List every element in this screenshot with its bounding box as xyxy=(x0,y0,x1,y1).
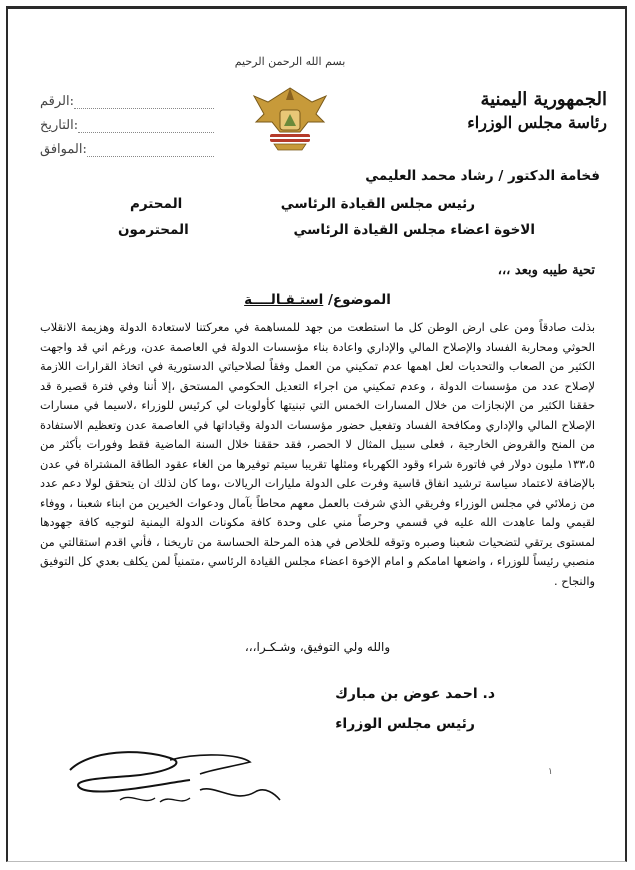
republic-name: الجمهورية اليمنية xyxy=(480,89,607,110)
ref-date-label: التاريخ xyxy=(40,118,74,133)
subject-value: استـقـالــــة xyxy=(244,292,324,308)
letter-body: بذلت صادقاً ومن على ارض الوطن كل ما استطعت من جهد للمساهمة في معركتنا لاستعادة الدولة وهزيمة الانقلاب الحوثي ومحاربة الفساد والإصلاح المالي والإداري واعادة بناء مؤسسات الدولة في العاصمة عدن، ورغم اني قد واجهت الكثير من الصعاب والتحديات لعل اهمها عدم تمكيني من العمل وفقاً لصلاحياتي الدستورية في اتخاذ القرارات اللازمة لإصلاح عدد من مؤسسات الدولة ، وعدم تمكيني من اجراء التعديل الحكومي المستحق ،إلا أننا وفي فترة قصيرة قد حققنا الكثير من الإنجازات من خلال المسارات الخمس التي تبنيتها كأولويات لي كرئيس للوزراء ،لاسيما في مسارات الإصلاح المالي والإداري ومكافحة الفساد وتفعيل حضور مؤسسات الدولة وقياداتها في العاصمة عدن وتعظيم الاستفادة من المنح والقروض الخارجية ، فعلى سبيل المثال لا الحصر، فقد حققنا خلال السنة الماضية فقط وفورات بأكثر من ١٣٣،٥ مليون دولار في فاتورة شراء وقود الكهرباء ومثلها تقريبا سيتم توفيرها من الغاء عقود الطاقة المشتراة في عدن بالإضافة لاعتماد سياسة ترشيد انفاق قاسية وفرت على الدولة مليارات الريالات ،وما كان لذلك ان يتحقق لولا دعم عدد من زملائي في مجلس الوزراء وفريقي الذي شرفت بالعمل معهم محاطاً بآمال ودعوات الخيرين من ابناء شعبنا ، ووفاء لقيمي ولما عاهدت الله عليه في قسمي وحرصاً مني على وحدة كافة مكونات الدولة اليمنية لتوجيه كافة جهودها لمستوى يرتقي لتضحيات شعبنا وصبره وتوقه للخلاص في هذه المرحلة الحساسة من تاريخنا ، فأني اقدم استقالتي من منصبي رئيساً للوزراء ، واضعها امامكم و امام الإخوة اعضاء مجلس القيادة الرئاسي ،متمنياً لمن يكلف بعدي كل التوفيق والنجاح . xyxy=(40,320,595,588)
ref-number-label: الرقم xyxy=(40,94,70,109)
addressee-line-2: رئيس مجلس القيادة الرئاسي xyxy=(280,196,475,212)
closing-line: والله ولي التوفيق، وشـكـرا،،، xyxy=(244,640,391,654)
ref-hijri-row: الموافق : xyxy=(40,138,220,162)
signatory-title: رئيس مجلس الوزراء xyxy=(335,716,475,732)
republic-header xyxy=(467,88,607,134)
subject-line xyxy=(0,292,635,308)
handwritten-signature xyxy=(50,740,290,815)
yemen-emblem-icon xyxy=(250,82,330,154)
greeting: تحية طيبه وبعد ،،، xyxy=(497,263,595,278)
respect-1: المحترم xyxy=(130,196,183,212)
page-number: ١ xyxy=(548,767,553,777)
reference-fields xyxy=(40,90,220,162)
addressee-line-3: الاخوة اعضاء مجلس القيادة الرئاسي xyxy=(293,222,535,238)
addressee-line-1: فخامة الدكتور / رشاد محمد العليمي xyxy=(365,168,600,184)
basmala: بسم الله الرحمن الرحيم xyxy=(234,55,346,68)
ref-hijri-label: الموافق xyxy=(40,142,83,157)
signatory-name: د. احمد عوض بن مبارك xyxy=(335,686,495,702)
respect-2: المحترمون xyxy=(118,222,189,238)
ref-date-row: التاريخ : xyxy=(40,114,220,138)
ref-number-row: الرقم : xyxy=(40,90,220,114)
subject-label: الموضوع/ xyxy=(327,292,391,308)
ministry-name: رئاسة مجلس الوزراء xyxy=(467,113,607,133)
